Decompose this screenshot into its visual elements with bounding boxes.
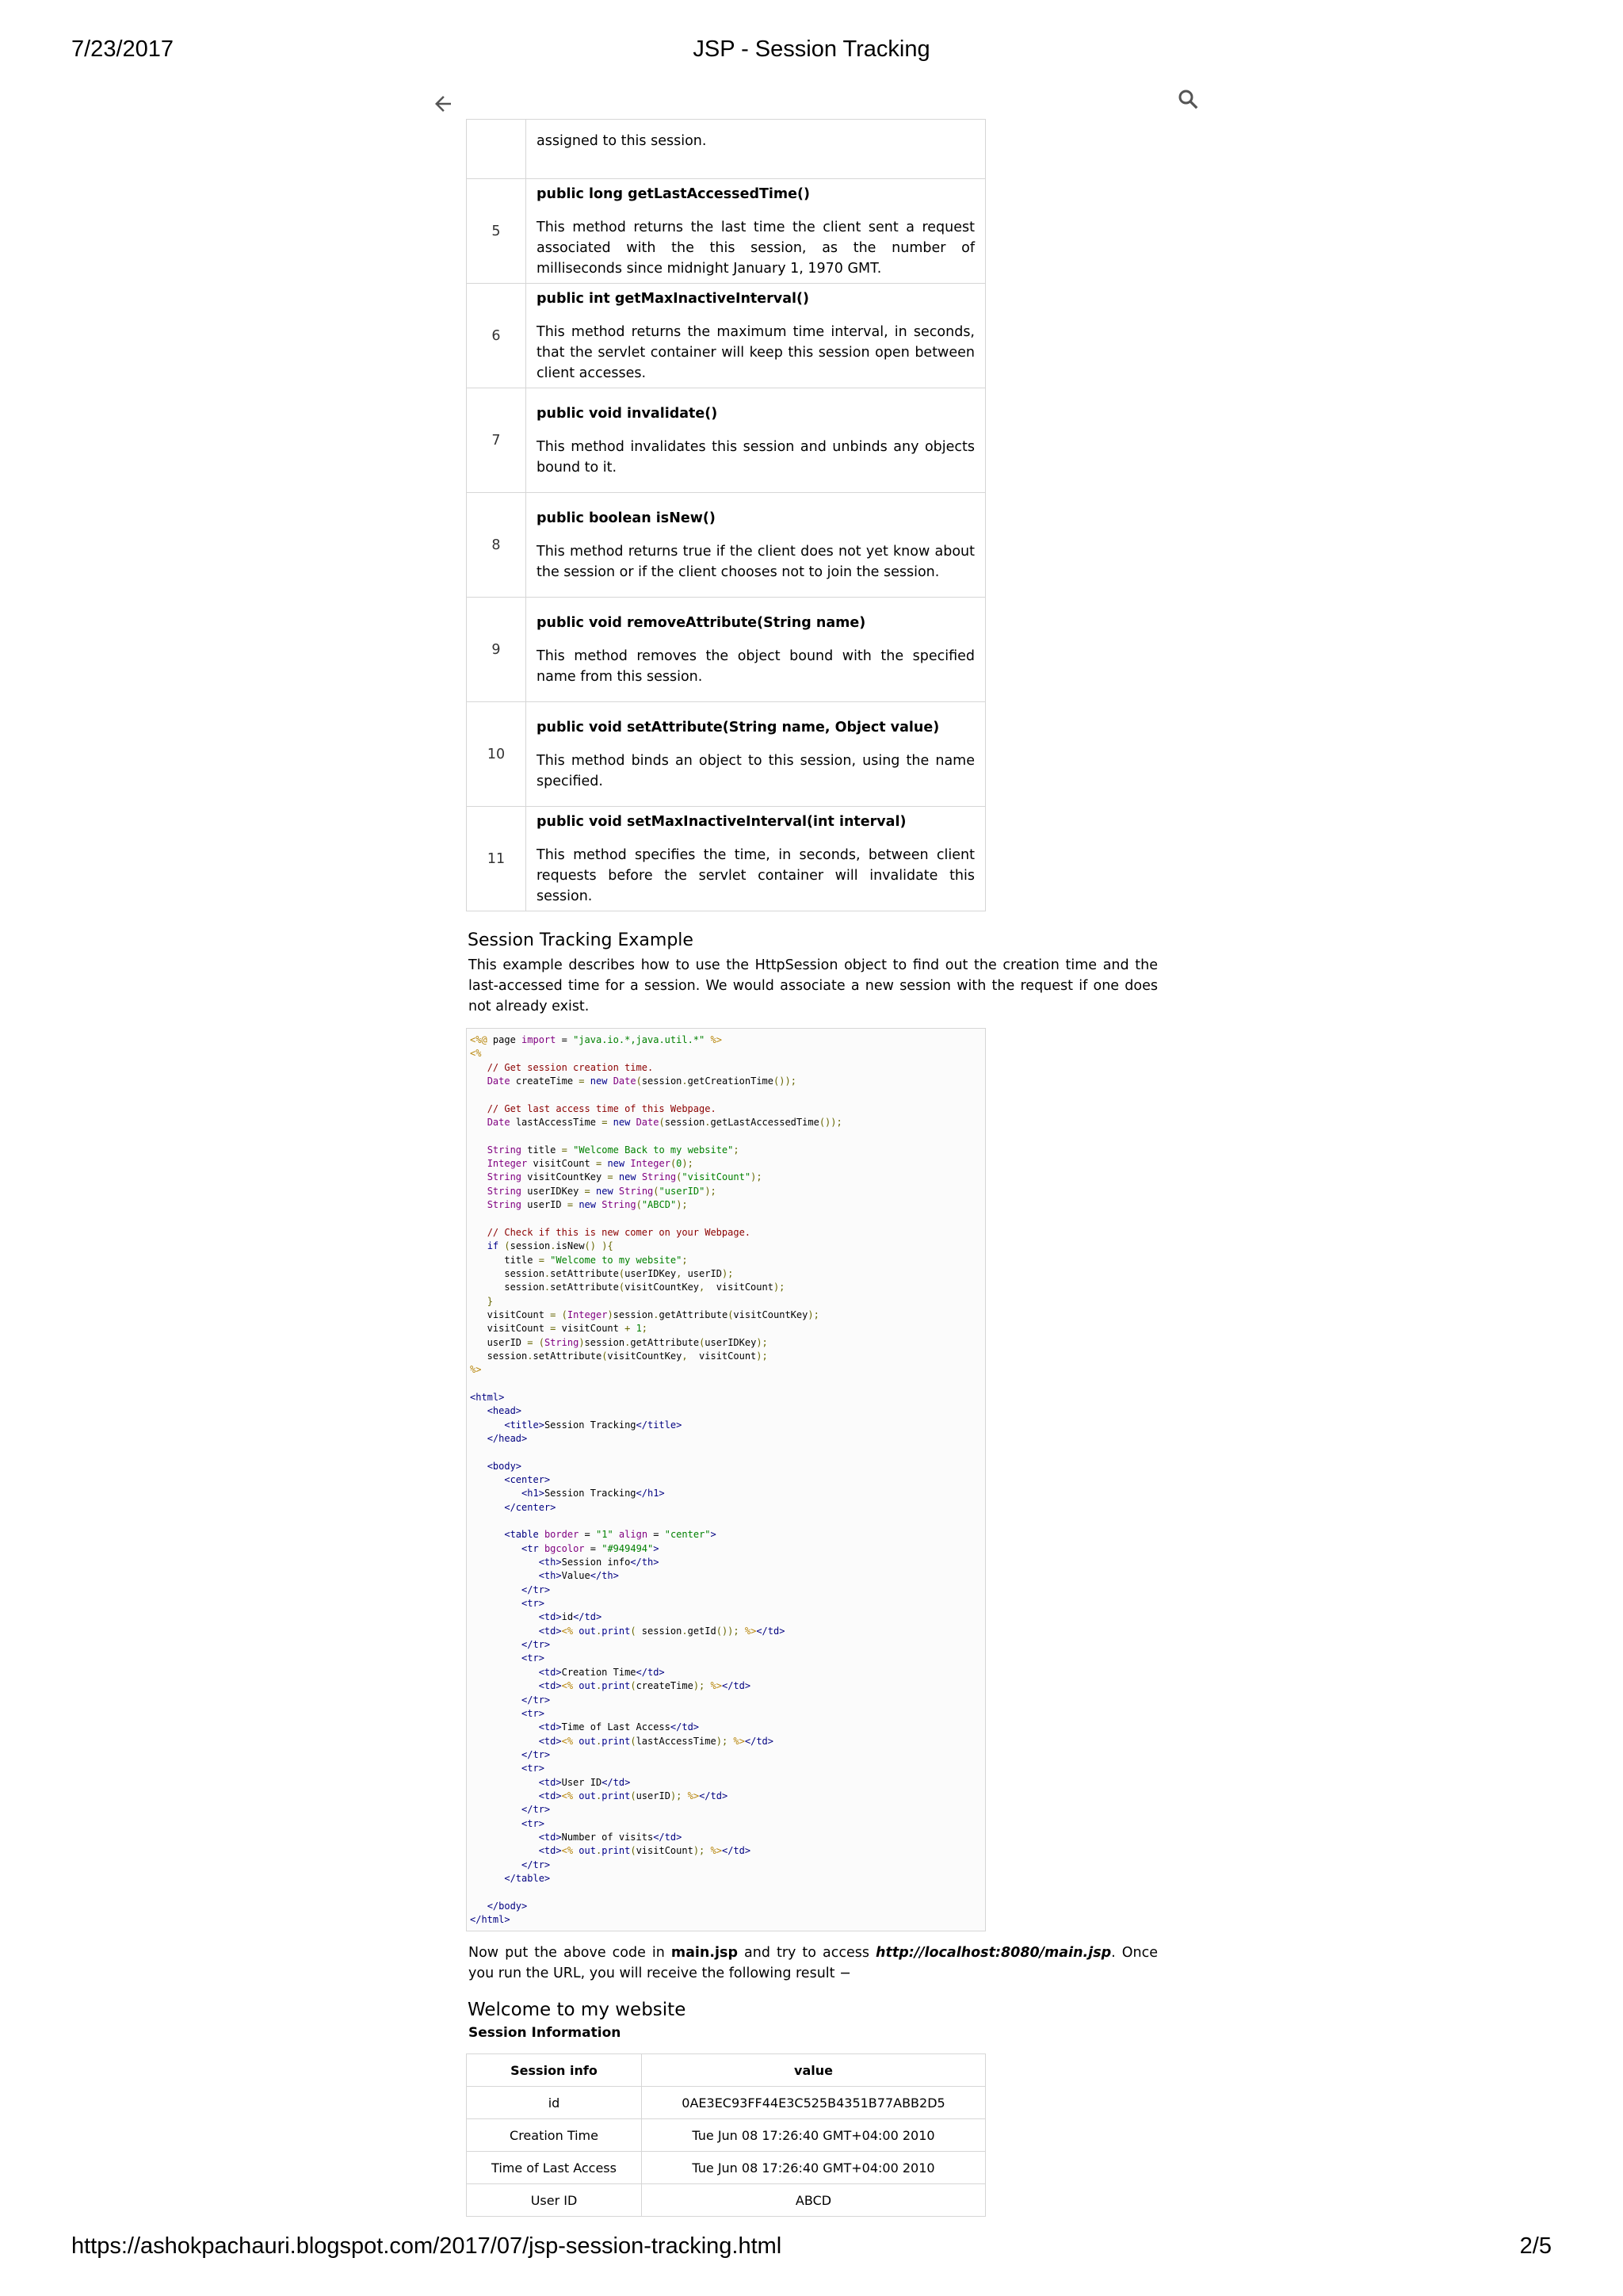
print-page-title: JSP - Session Tracking	[693, 36, 930, 62]
result-header-row	[467, 2054, 986, 2087]
code-line	[470, 1088, 982, 1102]
table-row	[467, 493, 986, 598]
info-value: 0AE3EC93FF44E3C525B4351B77ABB2D5	[642, 2087, 986, 2119]
code-line: Date createTime = new Date(session.getCreationTime());	[487, 1075, 796, 1087]
code-block	[466, 1028, 986, 1931]
print-header	[71, 36, 1552, 68]
method-description: This method invalidates this session and unbinds any objects bound to it.	[537, 438, 975, 476]
code-line: session.setAttribute(userIDKey, userID);	[470, 1267, 734, 1279]
method-description: This method removes the object bound with the specified name from this session.	[537, 648, 975, 685]
arrow-left-icon[interactable]	[431, 92, 455, 116]
code-line: </body>	[487, 1900, 528, 1912]
method-signature: public void setAttribute(String name, Object value)	[537, 719, 940, 735]
code-line: <table border = "1" align = "center">	[504, 1529, 716, 1541]
code-line: String userID = new String("ABCD");	[487, 1199, 688, 1211]
code-line: <tr bgcolor = "#949494">	[521, 1542, 659, 1554]
intro-paragraph: This example describes how to use the HttpSession object to find out the creation time and the last-accessed time for a session. We would associate a new session with the request if one does not already exist.	[468, 957, 1158, 1014]
method-signature: public boolean isNew()	[537, 510, 716, 526]
code-line: <tr>	[521, 1817, 544, 1829]
file-name: main.jsp	[670, 1945, 738, 1961]
code-line: <td>id</td>	[538, 1611, 602, 1623]
method-signature: public void removeAttribute(String name)	[537, 614, 866, 631]
method-signature: public void invalidate()	[537, 405, 718, 422]
code-line: // Get session creation time.	[487, 1061, 654, 1073]
code-line: <html>	[470, 1391, 505, 1403]
code-line: String userIDKey = new String("userID");	[487, 1185, 716, 1197]
code-line: }	[487, 1295, 493, 1307]
print-date: 7/23/2017	[71, 36, 174, 62]
code-line: if (session.isNew() ){	[487, 1240, 613, 1252]
article-content	[466, 119, 1258, 2217]
code-line: <head>	[487, 1405, 522, 1417]
code-line: Integer visitCount = new Integer(0);	[487, 1158, 693, 1170]
method-signature: public void setMaxInactiveInterval(int interval)	[537, 813, 907, 830]
code-line: // Get last access time of this Webpage.	[487, 1102, 716, 1114]
code-line: </tr>	[521, 1639, 551, 1651]
code-line: userID = (String)session.getAttribute(userIDKey);	[470, 1336, 768, 1348]
code-line: <td><% out.print(visitCount); %></td>	[538, 1845, 751, 1857]
method-number: 7	[467, 388, 526, 493]
method-number: 11	[467, 807, 526, 911]
method-number: 9	[467, 598, 526, 702]
info-label: Creation Time	[467, 2119, 642, 2152]
code-line: %>	[470, 1364, 482, 1376]
print-url: https://ashokpachauri.blogspot.com/2017/07/jsp-session-tracking.html	[71, 2233, 782, 2259]
code-line: String title = "Welcome Back to my website";	[487, 1144, 739, 1156]
table-row	[467, 179, 986, 284]
code-line: <td>Creation Time</td>	[538, 1666, 665, 1678]
code-line: <td>Number of visits</td>	[538, 1831, 682, 1843]
code-line: <center>	[504, 1474, 551, 1485]
code-line: </head>	[487, 1432, 528, 1444]
method-number: 5	[467, 179, 526, 284]
code-line: <tr>	[521, 1763, 544, 1775]
code-line: Date lastAccessTime = new Date(session.getLastAccessedTime());	[487, 1117, 842, 1129]
code-line: // Check if this is new comer on your Webpage.	[487, 1226, 751, 1238]
continued-text: assigned to this session.	[526, 120, 986, 179]
info-label: User ID	[467, 2184, 642, 2217]
result-table	[466, 2053, 986, 2217]
local-url: http://localhost:8080/main.jsp	[876, 1945, 1112, 1961]
code-line: <td><% out.print(createTime); %></td>	[538, 1680, 751, 1692]
section-heading: Session Tracking Example	[468, 930, 693, 950]
code-line: visitCount = (Integer)session.getAttribute(visitCountKey);	[470, 1308, 819, 1320]
info-value: Tue Jun 08 17:26:40 GMT+04:00 2010	[642, 2152, 986, 2184]
code-line: visitCount = visitCount + 1;	[470, 1323, 648, 1335]
code-line	[470, 1212, 982, 1225]
code-line	[470, 1129, 982, 1143]
methods-table	[466, 119, 986, 911]
column-header: Session info	[467, 2054, 642, 2087]
code-line: <h1>Session Tracking</h1>	[521, 1488, 665, 1499]
code-line: </tr>	[521, 1584, 551, 1595]
code-line	[470, 1515, 982, 1528]
methods-table-continued-row	[467, 120, 986, 179]
method-number: 8	[467, 493, 526, 598]
method-number: 10	[467, 702, 526, 807]
print-footer	[71, 2233, 1552, 2265]
result-heading: Welcome to my website	[468, 2000, 686, 2020]
code-line	[470, 1377, 982, 1391]
code-line: <%	[470, 1048, 482, 1060]
table-row	[467, 2152, 986, 2184]
code-line	[470, 1885, 982, 1899]
table-row	[467, 2087, 986, 2119]
code-line: </tr>	[521, 1859, 551, 1870]
code-line: <td><% out.print(lastAccessTime); %></td>	[538, 1735, 773, 1747]
code-line: <td><% out.print( session.getId()); %></td>	[538, 1625, 785, 1637]
code-line: </table>	[504, 1872, 551, 1884]
method-number: 6	[467, 284, 526, 388]
code-line: String visitCountKey = new String("visitCount");	[487, 1171, 762, 1183]
column-header: value	[642, 2054, 986, 2087]
method-description: This method returns the last time the client sent a request associated with the this session, as the number of milliseconds since midnight January 1, 1970 GMT.	[537, 219, 975, 277]
code-line: </tr>	[521, 1694, 551, 1706]
search-icon[interactable]	[1176, 87, 1200, 111]
method-description: This method specifies the time, in seconds, between client requests before the servlet container will invalidate this session.	[537, 846, 975, 904]
info-label: Time of Last Access	[467, 2152, 642, 2184]
info-label: id	[467, 2087, 642, 2119]
code-line: <tr>	[521, 1652, 544, 1664]
run-instructions: Now put the above code in main.jsp and try to access http://localhost:8080/main.jsp. Once you run the URL, you will receive the following result −	[468, 1945, 1159, 1981]
method-description: This method binds an object to this session, using the name specified.	[537, 752, 975, 789]
code-line: <tr>	[521, 1707, 544, 1719]
result-subheading: Session Information	[468, 2025, 621, 2041]
code-line: <%@ page import = "java.io.*,java.util.*" %>	[470, 1034, 722, 1045]
code-line: <th>Value</th>	[538, 1570, 619, 1582]
code-line: <tr>	[521, 1598, 544, 1610]
table-row	[467, 598, 986, 702]
method-description: This method returns the maximum time interval, in seconds, that the servlet container will keep this session open between client accesses.	[537, 323, 975, 381]
code-line: </tr>	[521, 1748, 551, 1760]
code-line: <td><% out.print(userID); %></td>	[538, 1790, 728, 1801]
code-line: </html>	[470, 1914, 510, 1925]
code-line	[470, 1446, 982, 1459]
code-line: <body>	[487, 1460, 522, 1472]
table-row	[467, 2119, 986, 2152]
code-line: <title>Session Tracking</title>	[504, 1419, 682, 1431]
code-line: </tr>	[521, 1804, 551, 1816]
code-line: <td>Time of Last Access</td>	[538, 1721, 700, 1733]
method-signature: public long getLastAccessedTime()	[537, 185, 811, 202]
code-line: <td>User ID</td>	[538, 1776, 631, 1788]
table-row	[467, 2184, 986, 2217]
table-row	[467, 284, 986, 388]
code-line: session.setAttribute(visitCountKey, visitCount);	[470, 1282, 785, 1293]
page-number: 2/5	[1519, 2233, 1552, 2259]
table-row	[467, 702, 986, 807]
table-row	[467, 388, 986, 493]
method-description: This method returns true if the client does not yet know about the session or if the client chooses not to join the session.	[537, 543, 975, 580]
table-row	[467, 807, 986, 911]
method-signature: public int getMaxInactiveInterval()	[537, 290, 810, 307]
code-line: </center>	[504, 1501, 556, 1513]
info-value: Tue Jun 08 17:26:40 GMT+04:00 2010	[642, 2119, 986, 2152]
code-line: session.setAttribute(visitCountKey, visitCount);	[470, 1350, 768, 1362]
info-value: ABCD	[642, 2184, 986, 2217]
code-line: <th>Session info</th>	[538, 1557, 659, 1568]
code-line: title = "Welcome to my website";	[470, 1254, 688, 1266]
